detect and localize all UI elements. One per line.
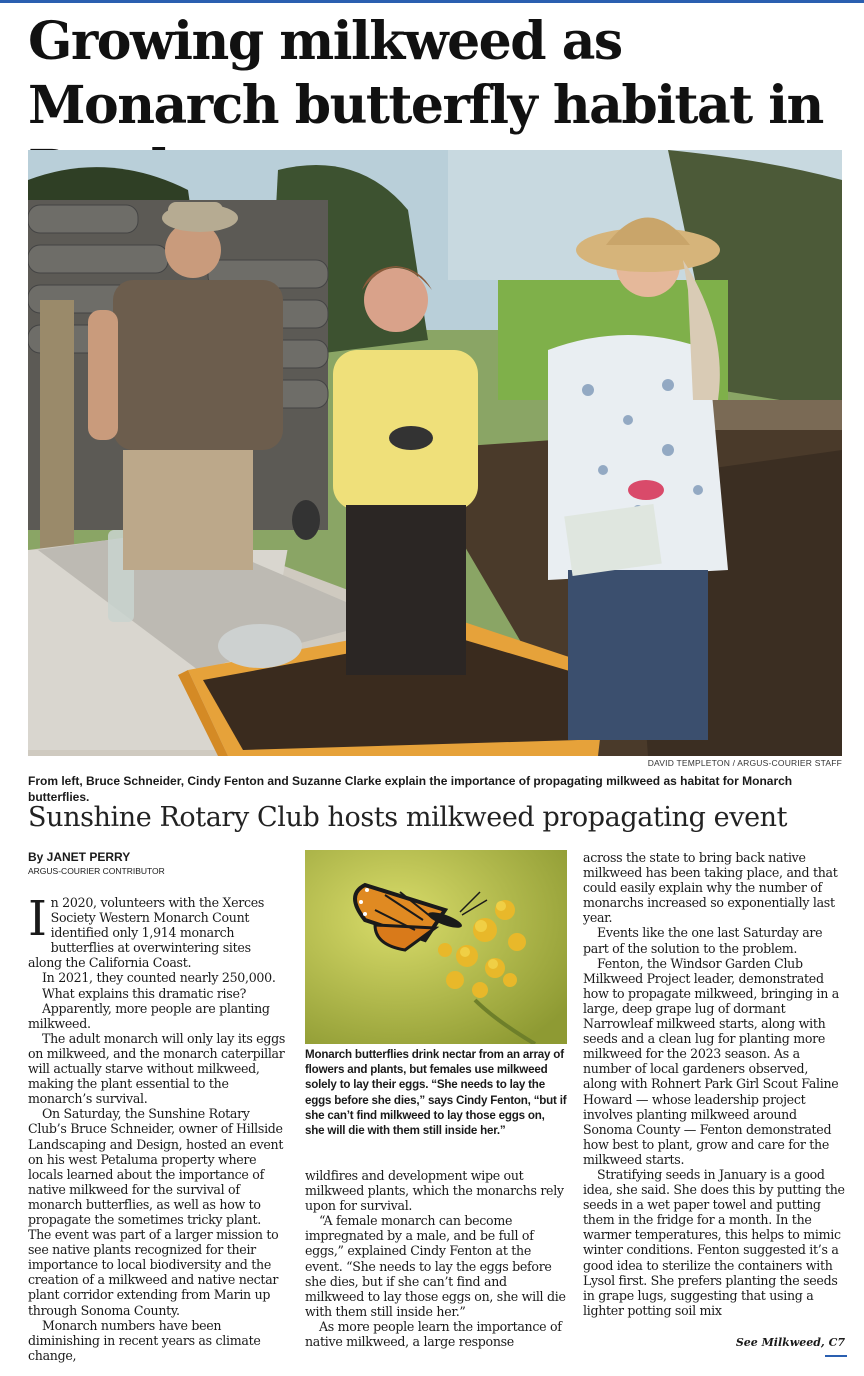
paragraph: What explains this dramatic rise?	[42, 985, 247, 1001]
inset-butterfly-photo	[305, 850, 567, 1044]
continued-jump-link[interactable]: See Milkweed, C7	[735, 1336, 845, 1349]
article-column-3	[583, 850, 845, 1318]
article-column-2	[305, 1168, 567, 1349]
photo-credit: DAVID TEMPLETON / ARGUS-COURIER STAFF	[647, 758, 842, 768]
paragraph: In 2021, they counted nearly 250,000.	[42, 970, 276, 986]
jump-underline	[825, 1355, 847, 1357]
paragraph: Events like the one last Saturday are part of the solution to the problem.	[583, 925, 823, 956]
inset-photo-caption: Monarch butterflies drink nectar from an array of flowers and plants, but females use milkweed solely to lay their eggs. “She needs to lay the eggs before she dies,” says Cindy Fenton, “but if she can’t find milkweed to lay those eggs on, she will die with them still inside her.”	[305, 1048, 567, 1138]
paragraph: Fenton, the Windsor Garden Club Milkweed Project leader, demonstrated how to propagate milkweed, bringing in a large, deep grape lug of dormant Narrowleaf milkweed starts, along with seeds and a clean lug for planting more milkweed for the 2023 season. As a number of local gardeners observed, along with Rohnert Park Girl Scout Faline Howard — whose leadership project involves planting milkweed around Sonoma County — Fenton demonstrated how best to plant, grow and care for the milkweed starts.	[583, 955, 839, 1167]
paragraph: The adult monarch will only lay its eggs on milkweed, and the monarch caterpillar will actually starve without milkweed, making the plant essential to the monarch’s survival.	[28, 1030, 286, 1107]
subheadline: Sunshine Rotary Club hosts milkweed propagating event	[28, 802, 788, 833]
paragraph: across the state to bring back native milkweed has been taking place, and that could easily explain why the number of monarchs increased so exponentially last year.	[583, 850, 838, 926]
top-accent-bar	[0, 0, 864, 3]
photo-caption: From left, Bruce Schneider, Cindy Fenton and Suzanne Clarke explain the importance of propagating milkweed as habitat for Monarch butterflies.	[28, 774, 793, 804]
drop-cap: I	[28, 891, 47, 947]
byline-author: By JANET PERRY	[28, 850, 131, 864]
paragraph: Stratifying seeds in January is a good idea, she said. She does this by putting the seeds in a wet paper towel and putting them in the fridge for a month. In the warmer temperatures, this helps to mimic winter conditions. Fenton suggested it’s a good idea to sterilize the containers with Lysol first. She prefers planting the seeds in grape lugs, suggesting that using a lighter potting soil mix	[583, 1166, 845, 1318]
paragraph: “A female monarch can become impregnated by a male, and be full of eggs,” explained Cindy Fenton at the event. “She needs to lay the eggs before she dies, but if she can’t find and milkweed to lay those eggs on, she will die with them still inside her.”	[305, 1213, 566, 1319]
byline-role: ARGUS-COURIER CONTRIBUTOR	[28, 866, 165, 876]
paragraph: Monarch numbers have been diminishing in recent years as climate change,	[28, 1317, 261, 1363]
article-column-1	[28, 891, 286, 1363]
paragraph: Apparently, more people are planting milkweed.	[28, 1000, 270, 1031]
paragraph-text: n 2020, volunteers with the Xerces Society Western Monarch Count identified only 1,914 monarch butterflies at overwintering sites along the California Coast.	[28, 895, 265, 971]
paragraph: As more people learn the importance of native milkweed, a large response	[305, 1318, 562, 1350]
headline: Growing milkweed as Monarch butterfly habitat in	[28, 11, 823, 136]
main-photo	[28, 150, 842, 756]
paragraph: wildfires and development wipe out milkweed plants, which the monarchs rely upon for survival.	[305, 1168, 564, 1214]
paragraph	[28, 891, 286, 971]
paragraph: On Saturday, the Sunshine Rotary Club’s Bruce Schneider, owner of Hillside Landscaping and Design, hosted an event on his west Petaluma property where locals learned about the importance of native milkweed for the survival of monarch butterflies, as well as how to propagate the sometimes tricky plant. The event was part of a larger mission to see native plants recognized for their importance to local biodiversity and the creation of a milkweed and native nectar plant corridor extending from Marin up through Sonoma County.	[28, 1106, 284, 1318]
